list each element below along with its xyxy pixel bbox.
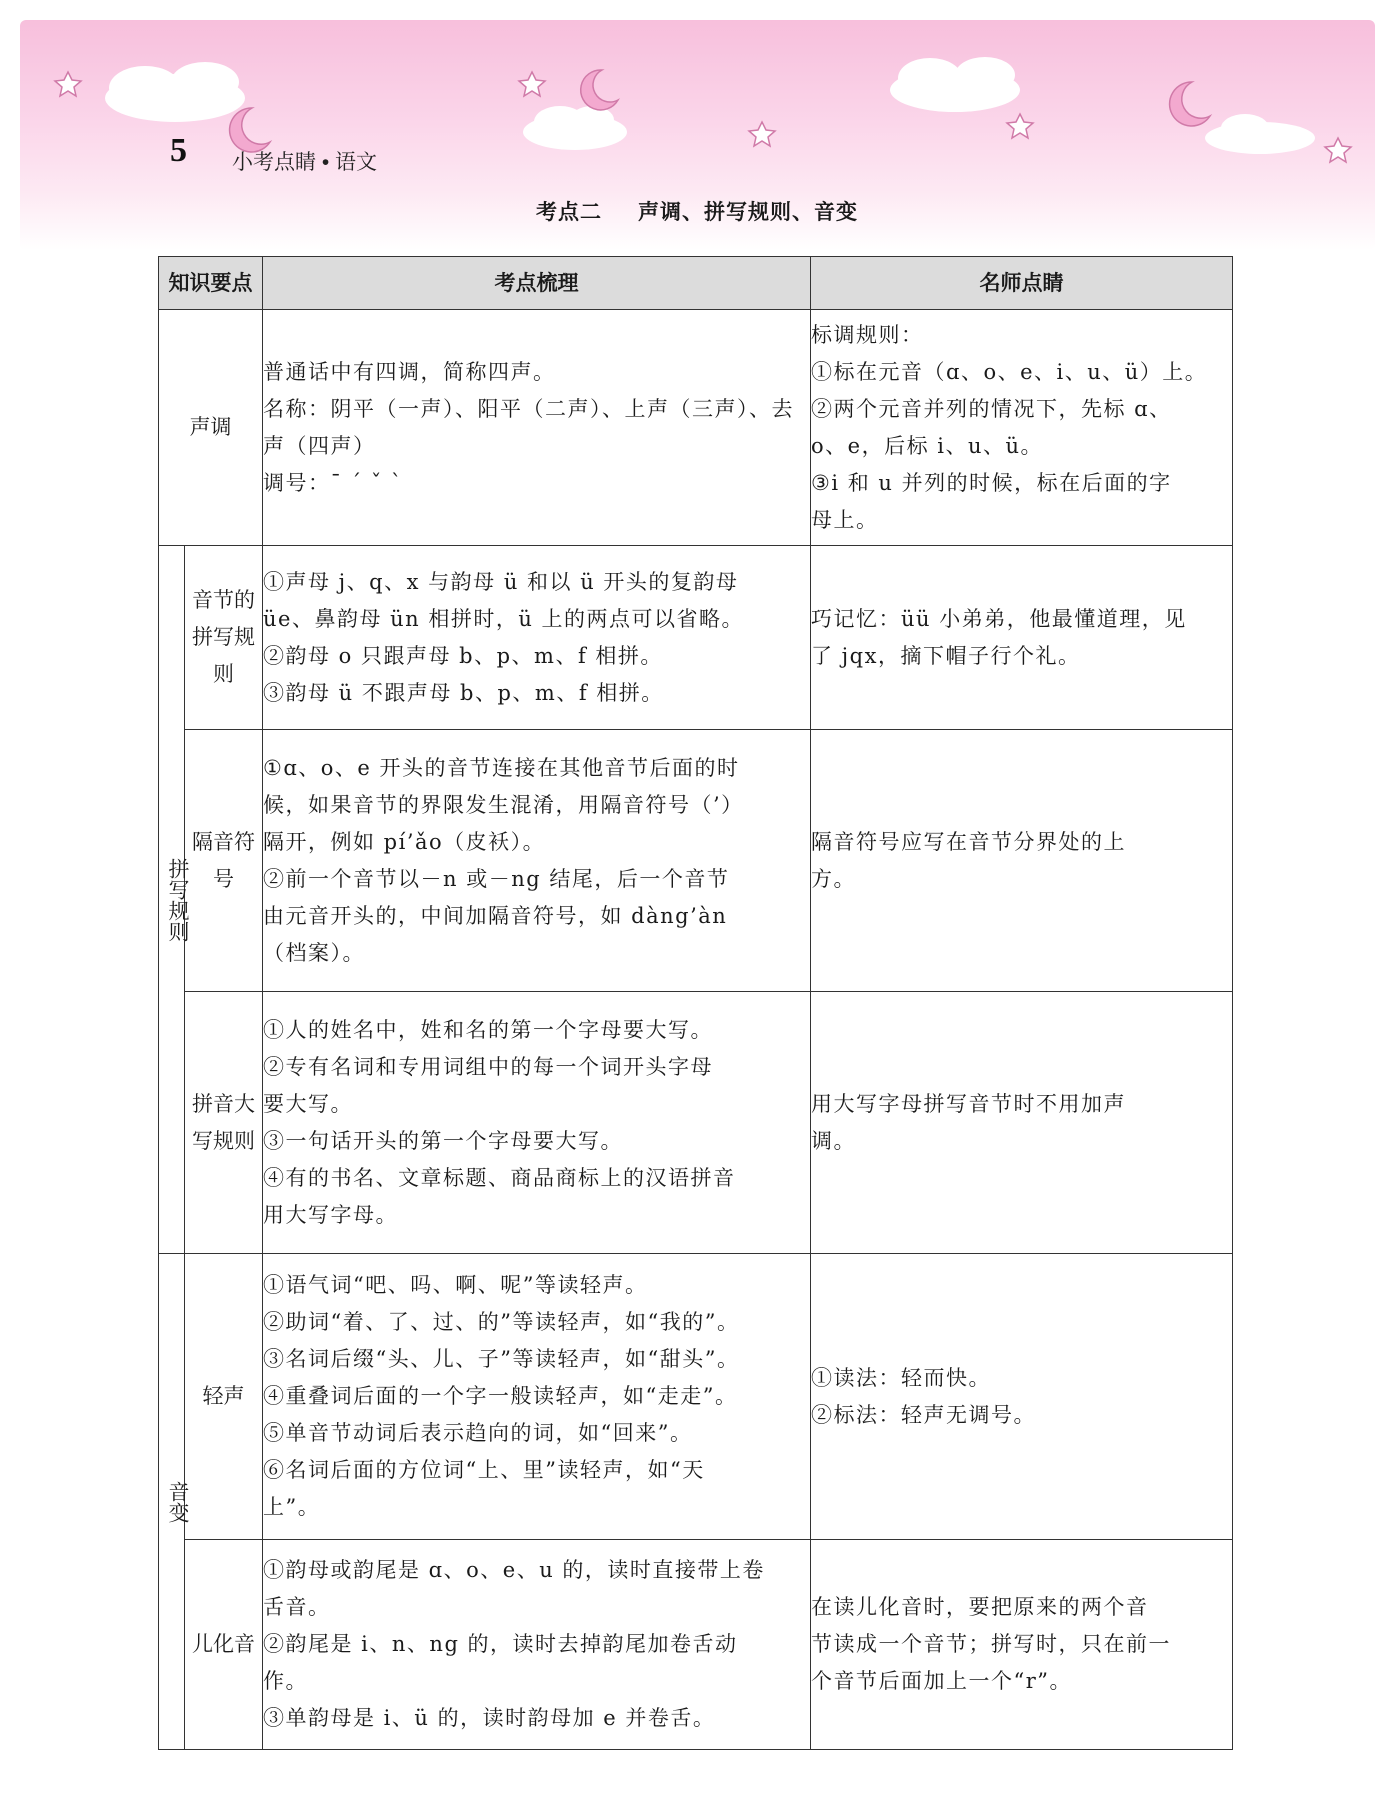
neutral-tip: ①读法：轻而快。 ②标法：轻声无调号。 — [811, 1254, 1233, 1540]
table-row — [159, 1540, 1233, 1750]
cloud-icon — [105, 62, 245, 122]
col-header-tips: 名师点睛 — [811, 257, 1233, 310]
subtopic-syllable: 音节的拼写规则 — [185, 546, 263, 730]
col-header-point: 知识要点 — [159, 257, 263, 310]
moon-icon — [230, 70, 1210, 152]
subtopic-erhua: 儿化音 — [185, 1540, 263, 1750]
tone-content: 普通话中有四调，简称四声。 名称：阴平（一声）、阳平（二声）、上声（三声）、去 声（四声） 调号：ˉ ˊ ˇ ˋ — [263, 310, 811, 546]
topic-tone: 声调 — [159, 310, 263, 546]
syllable-tip: 巧记忆：üü 小弟弟，他最懂道理，见 了 jqx，摘下帽子行个礼。 — [811, 546, 1233, 730]
cloud-icon — [1205, 114, 1315, 154]
erhua-tip: 在读儿化音时，要把原来的两个音 节读成一个音节；拼写时，只在前一 个音节后面加上一个“r”。 — [811, 1540, 1233, 1750]
tone-tip: 标调规则： ①标在元音（ɑ、o、e、i、u、ü）上。 ②两个元音并列的情况下，先标 ɑ、 o、e，后标 i、u、ü。 ③i 和 u 并列的时候，标在后面的字 母上。 — [811, 310, 1233, 546]
cloud-icon — [523, 106, 627, 150]
section-title — [0, 196, 1394, 226]
cloud-icon — [890, 57, 1020, 112]
subtopic-neutral: 轻声 — [185, 1254, 263, 1540]
erhua-content: ①韵母或韵尾是 ɑ、o、e、u 的，读时直接带上卷 舌音。 ②韵尾是 i、n、ng 的，读时去掉韵尾加卷舌动 作。 ③单韵母是 i、ü 的，读时韵母加 e 并卷舌。 — [263, 1540, 811, 1750]
subtopic-capital: 拼音大写规则 — [185, 992, 263, 1254]
topic-sound-change — [159, 1254, 190, 1750]
section-label: 考点二 — [536, 200, 602, 224]
topic-spelling-label: 拼写规则 — [166, 857, 190, 942]
capital-content: ①人的姓名中，姓和名的第一个字母要大写。 ②专有名词和专用词组中的每一个词开头字母 要大写。 ③一句话开头的第一个字母要大写。 ④有的书名、文章标题、商品商标上的汉语拼音 用大写字母。 — [263, 992, 811, 1254]
table-row — [159, 546, 1233, 730]
table-row — [159, 1254, 1233, 1540]
capital-tip: 用大写字母拼写音节时不用加声 调。 — [811, 992, 1233, 1254]
knowledge-table — [158, 256, 1233, 1750]
syllable-content: ①声母 j、q、x 与韵母 ü 和以 ü 开头的复韵母 üe、鼻韵母 ün 相拼时，ü 上的两点可以省略。 ②韵母 o 只跟声母 b、p、m、f 相拼。 ③韵母 ü 不跟声母 b、p、m、f 相拼。 — [263, 546, 811, 730]
separator-tip: 隔音符号应写在音节分界处的上 方。 — [811, 730, 1233, 992]
book-title: 小考点睛 • 语文 — [232, 151, 378, 174]
table-row — [159, 310, 1233, 546]
section-heading: 声调、拼写规则、音变 — [638, 200, 858, 224]
page-number: 5 — [170, 132, 187, 169]
separator-content: ①ɑ、o、e 开头的音节连接在其他音节后面的时 候，如果音节的界限发生混淆，用隔音符号（’） 隔开，例如 pí’ǎo（皮袄）。 ②前一个音节以－n 或－ng 结尾，后一个音节 由元音开头的，中间加隔音符号，如 dàng’àn （档案）。 — [263, 730, 811, 992]
table-header-row — [159, 257, 1233, 310]
topic-spelling — [159, 546, 190, 1254]
table-row — [159, 992, 1233, 1254]
subtopic-separator: 隔音符号 — [185, 730, 263, 992]
neutral-content: ①语气词“吧、吗、啊、呢”等读轻声。 ②助词“着、了、过、的”等读轻声，如“我的”。 ③名词后缀“头、儿、子”等读轻声，如“甜头”。 ④重叠词后面的一个字一般读轻声，如“走走”。 ⑤单音节动词后表示趋向的词，如“回来”。 ⑥名词后面的方位词“上、里”读轻声，如“天 上”。 — [263, 1254, 811, 1540]
table-row — [159, 730, 1233, 992]
col-header-summary: 考点梳理 — [263, 257, 811, 310]
topic-sound-change-label: 音变 — [166, 1480, 190, 1523]
